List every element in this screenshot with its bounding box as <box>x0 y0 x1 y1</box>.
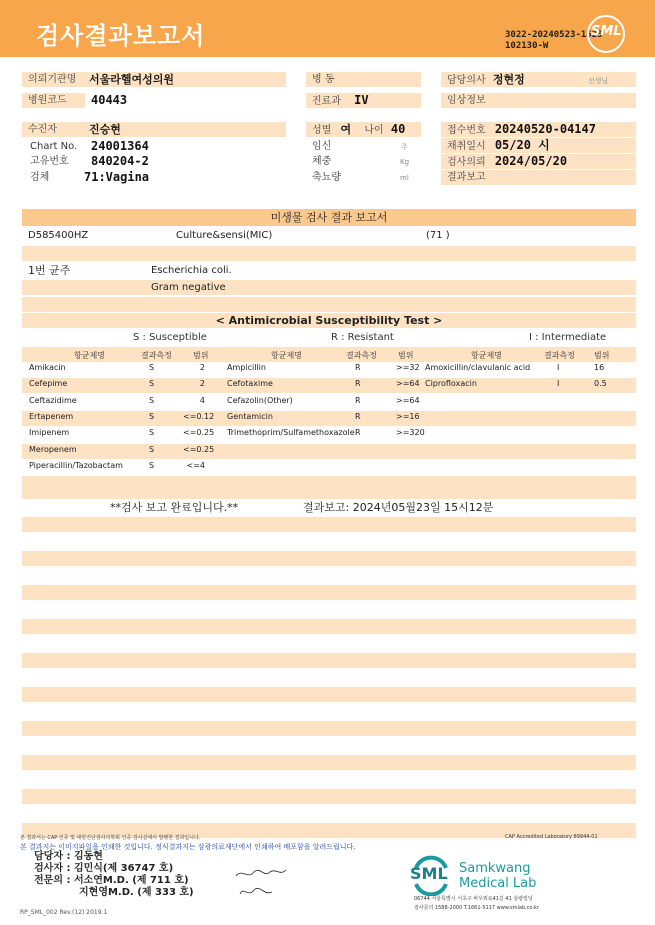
ast-result: S <box>149 460 155 470</box>
col-result-header: 결과측정 <box>544 351 575 360</box>
ast-drug-name: Cefazolin(Other) <box>227 395 293 405</box>
ast-drug-name: Imipenem <box>29 428 70 438</box>
sml-logo-text: SML <box>591 24 622 39</box>
ast-result: R <box>355 411 361 421</box>
cap-text: CAP Accredited Laboratory 89944-01 <box>505 834 598 840</box>
ast-result: S <box>149 411 155 421</box>
weight-unit: Kg <box>400 158 410 166</box>
ast-drug-name: Meropenem <box>29 444 77 454</box>
weight-label: 체중 <box>312 156 332 167</box>
specimen-value: 71:Vagina <box>84 170 150 184</box>
colony-label: 1번 균주 <box>28 264 71 277</box>
col-range-header: 범위 <box>398 351 414 360</box>
ast-mic-value: 2 <box>199 379 205 389</box>
lab-address: 06744 서울특별시 서초구 바우뫼로41길 41 삼광빌딩 <box>414 896 533 902</box>
stripe <box>22 280 636 295</box>
examinee-label: 수진자 <box>22 122 85 137</box>
doctor-row: 담당의사 정현정 선생님 <box>441 72 636 87</box>
ast-mic-value: <=0.12 <box>183 411 215 421</box>
ast-drug-name: Amikacin <box>29 363 66 372</box>
sex-age-row: 성별 여 나이 40 <box>306 122 421 137</box>
completion-message: **검사 보고 완료입니다.** <box>110 501 239 514</box>
ast-mic-value: 4 <box>199 395 205 405</box>
chart-value: 24001364 <box>91 139 149 153</box>
ast-drug-name: Ceftazidime <box>29 395 77 405</box>
ast-title: < Antimicrobial Susceptibility Test > <box>215 314 443 327</box>
receipt-value: 20240520-04147 <box>494 122 596 136</box>
ast-result: R <box>355 428 361 438</box>
report-title: 검사결과보고서 <box>36 22 206 50</box>
request-date-value: 2024/05/20 <box>494 154 568 168</box>
stripe <box>22 789 636 804</box>
examinee-value: 진승현 <box>85 122 286 137</box>
ast-mic-value: >=64 <box>396 379 420 389</box>
collect-value: 05/20 시 <box>494 138 550 152</box>
ward-label: 병 동 <box>306 72 421 87</box>
ast-drug-name: Trimethoprim/Sulfamethoxazole <box>227 428 355 438</box>
id-label: 고유번호 <box>30 156 69 167</box>
ast-result: S <box>149 363 155 372</box>
col-result-header: 결과측정 <box>346 351 377 360</box>
ast-mic-value: 0.5 <box>594 379 607 389</box>
ast-result: S <box>149 395 155 405</box>
pregnancy-unit: 주 <box>401 143 408 151</box>
urine-unit: ml <box>400 174 409 182</box>
ast-mic-value: >=64 <box>396 395 420 405</box>
ast-result: S <box>149 379 155 389</box>
chart-label: Chart No. <box>30 141 78 152</box>
ast-drug-name: Cefepime <box>29 379 68 389</box>
requesting-org-label: 의뢰기관명 <box>22 72 85 87</box>
dept-row: 진료과 IV <box>306 93 421 108</box>
stripe <box>22 517 636 532</box>
report-number: 3022-20240523-1525 102130-W <box>505 30 603 51</box>
ast-result: I <box>557 363 560 372</box>
specimen-label: 검체 <box>30 172 50 183</box>
micro-section-title: 미생물 검사 결과 보고서 <box>22 209 636 226</box>
requesting-org-value: 서울라헬여성의원 <box>85 72 286 87</box>
stripe <box>22 246 636 261</box>
ast-drug-name: Ertapenem <box>29 411 74 421</box>
report-time: 결과보고: 2024년05월23일 15시12분 <box>303 501 494 514</box>
stripe <box>22 297 636 312</box>
ast-mic-value: 2 <box>199 363 205 372</box>
stripe <box>22 551 636 566</box>
ast-result: R <box>355 395 361 405</box>
stripe <box>22 444 636 459</box>
col-drug-header: 항균제명 <box>271 351 302 360</box>
ast-mic-value: >=16 <box>396 411 420 421</box>
test-name: Culture&sensi(MIC) <box>176 230 273 241</box>
stripe <box>22 755 636 770</box>
request-date-row: 검사의뢰 2024/05/20 <box>441 154 636 169</box>
doctor-value: 정현정 <box>492 73 525 86</box>
legend-susceptible: S : Susceptible <box>133 332 207 343</box>
cert-line: 본 결과서는 CAP 인증 및 대한진단검사의학회 인증 검사실에서 발행한 결과입니다. <box>20 835 201 841</box>
ast-mic-value: <=0.25 <box>183 428 215 438</box>
test-code: D585400HZ <box>28 230 89 241</box>
report-label: 결과보고 <box>441 170 636 185</box>
signature-icon <box>234 864 290 900</box>
ast-result: S <box>149 444 155 454</box>
receipt-row: 접수번호 20240520-04147 <box>441 122 636 137</box>
lab-contact: 검사문의 1588-2000 T.1661-5117 www.smlab.co.kr <box>414 905 539 911</box>
urine-label: 축뇨량 <box>312 172 341 183</box>
stripe <box>22 484 636 499</box>
sml-lab-logo-text: SML <box>410 864 448 883</box>
test-spec: (71 ) <box>426 230 450 241</box>
image-notice: 본 결과지는 이미지파일을 인쇄한 것입니다. 정식결과지는 삼광의료재단에서 인쇄하여 배포함을 알려드립니다. <box>20 843 356 851</box>
ast-result: S <box>149 428 155 438</box>
col-range-header: 범위 <box>193 351 209 360</box>
ast-drug-name: Ampicillin <box>227 363 266 372</box>
staff-block: 담당자 : 김동현 검사자 : 김민식(제 36747 호) 전문의 : 서소연M.D. (제 711 호) 지현영M.D. (제 333 호) <box>34 851 194 898</box>
ast-mic-value: >=32 <box>396 363 420 372</box>
stripe <box>22 411 636 426</box>
collect-row: 채취일시 05/20 시 <box>441 138 636 153</box>
stripe <box>22 378 636 393</box>
age-value: 40 <box>390 122 406 136</box>
sex-value: 여 <box>340 123 352 136</box>
col-drug-header: 항균제명 <box>74 351 105 360</box>
gram-stain: Gram negative <box>151 282 226 293</box>
ast-drug-name: Piperacillin/Tazobactam <box>29 460 123 470</box>
col-result-header: 결과측정 <box>141 351 172 360</box>
hospital-code-value: 40443 <box>91 93 128 107</box>
ast-mic-value: <=0.25 <box>183 444 215 454</box>
ast-mic-value: >=320 <box>396 428 425 438</box>
ast-drug-name: Gentamicin <box>227 411 273 421</box>
id-value: 840204-2 <box>91 154 149 168</box>
report-header <box>0 0 655 57</box>
form-code: RP_SML_002 Rev.(12) 2019.1 <box>20 909 108 916</box>
ast-result: R <box>355 363 361 372</box>
organism-name: Escherichia coli. <box>151 265 232 276</box>
col-range-header: 범위 <box>594 351 610 360</box>
ast-result: R <box>355 379 361 389</box>
legend-resistant: R : Resistant <box>331 332 394 343</box>
ast-drug-name: Ciprofloxacin <box>425 379 477 389</box>
legend-intermediate: I : Intermediate <box>529 332 607 343</box>
ast-drug-name: Amoxicillin/clavulanic acid <box>425 363 531 372</box>
ast-mic-value: 16 <box>594 363 605 372</box>
ast-drug-name: Cefotaxime <box>227 379 273 389</box>
hospital-code-label: 병원코드 <box>22 93 85 108</box>
clinical-label: 임상정보 <box>441 93 636 108</box>
stripe <box>22 653 636 668</box>
ast-result: I <box>557 379 560 389</box>
stripe <box>22 619 636 634</box>
ast-mic-value: <=4 <box>186 460 205 470</box>
stripe <box>22 585 636 600</box>
stripe <box>22 721 636 736</box>
lab-name: Samkwang Medical Lab <box>459 861 537 891</box>
pregnancy-label: 임신 <box>312 141 332 152</box>
col-drug-header: 항균제명 <box>471 351 502 360</box>
stripe <box>22 687 636 702</box>
dept-value: IV <box>354 93 369 107</box>
